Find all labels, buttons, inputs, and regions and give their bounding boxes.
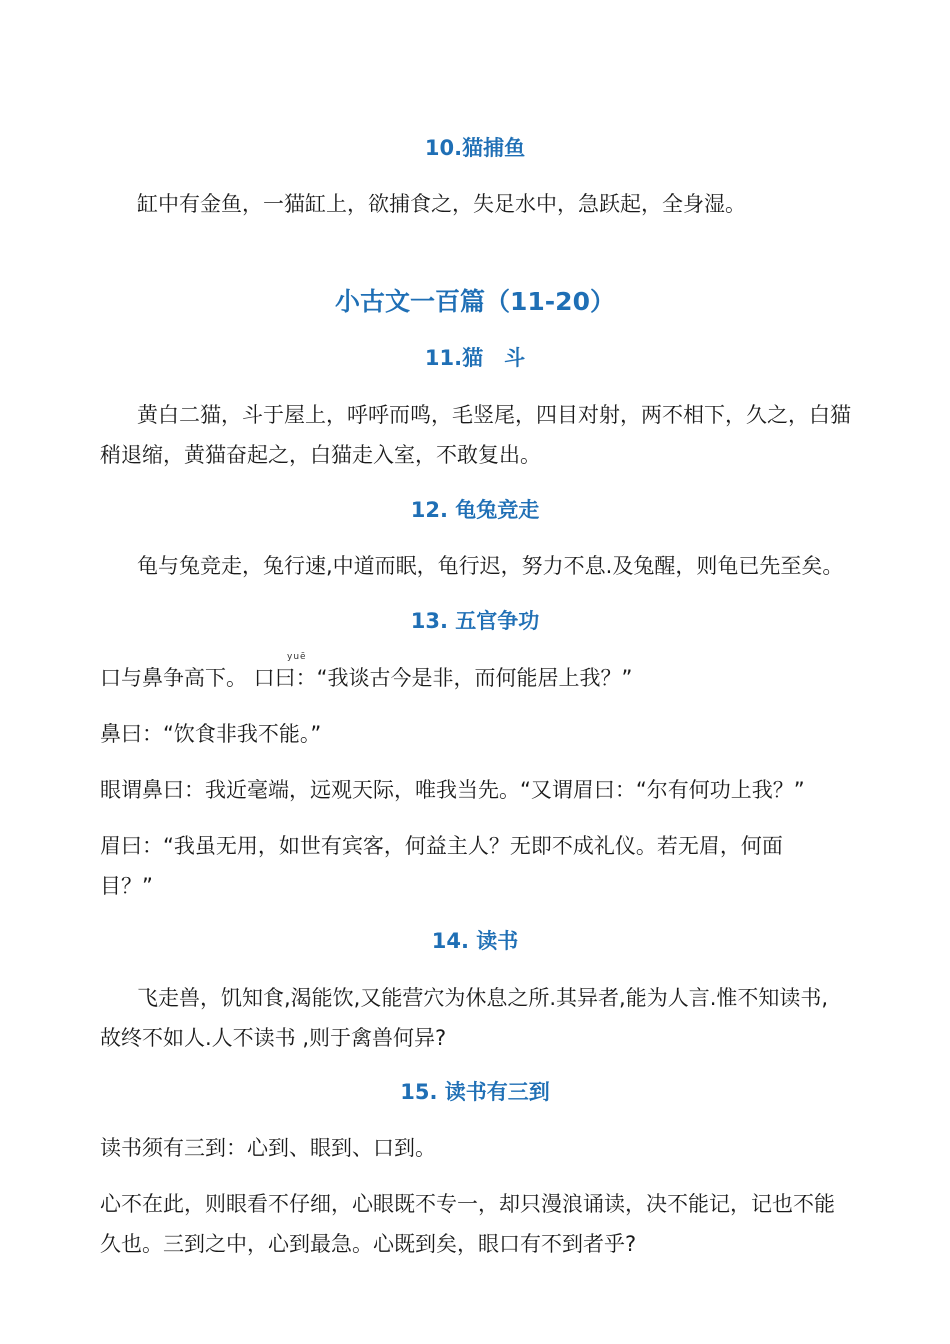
- section-12-text: 龟与兔竞走，兔行速,中道而眠，龟行迟，努力不息.及兔醒，则龟已先至矣。: [137, 554, 844, 578]
- section-title-10: 10.猫捕鱼: [424, 136, 526, 160]
- section-11-line-1: 黄白二猫，斗于屋上，呼呼而鸣，毛竖尾，四目对射，两不相下，久之，白猫: [137, 403, 851, 427]
- section-title-13: 13. 五官争功: [410, 609, 540, 633]
- section-15-line-3: 久也。三到之中，心到最急。心既到矣，眼口有不到者乎?: [100, 1232, 637, 1256]
- section-10-text: 缸中有金鱼，一猫缸上，欲捕食之，失足水中，急跃起，全身湿。: [137, 192, 746, 216]
- section-15-line-2: 心不在此，则眼看不仔细，心眼既不专一，却只漫浪诵读，决不能记，记也不能: [100, 1192, 835, 1216]
- section-14-line-2: 故终不如人.人不读书 ,则于禽兽何异?: [100, 1026, 447, 1050]
- section-13-line-4: 眉曰：“我虽无用，如世有宾客，何益主人？无即不成礼仪。若无眉，何面: [100, 834, 783, 858]
- section-title-15: 15. 读书有三到: [400, 1080, 550, 1104]
- section-title-14: 14. 读书: [431, 929, 519, 953]
- main-heading: 小古文一百篇（11-20）: [335, 287, 615, 316]
- section-title-11: 11.猫 斗: [424, 346, 526, 370]
- section-11-line-2: 稍退缩，黄猫奋起之，白猫走入室，不敢复出。: [100, 443, 541, 467]
- section-title-12: 12. 龟兔竞走: [410, 498, 540, 522]
- section-15-line-1: 读书须有三到：心到、眼到、口到。: [100, 1136, 436, 1160]
- section-13-line-5: 目？”: [100, 874, 153, 898]
- pinyin-annotation: yuē: [287, 652, 307, 662]
- section-14-line-1: 飞走兽，饥知食,渴能饮,又能营穴为休息之所.其异者,能为人言.惟不知读书,: [137, 986, 829, 1010]
- section-13-line-3: 眼谓鼻曰：我近毫端，远观天际，唯我当先。“又谓眉曰：“尔有何功上我？”: [100, 778, 805, 802]
- section-13-line-1: 口与鼻争高下。 口曰：“我谈古今是非，而何能居上我？”: [100, 666, 633, 690]
- section-13-line-2: 鼻曰：“饮食非我不能。”: [100, 722, 322, 746]
